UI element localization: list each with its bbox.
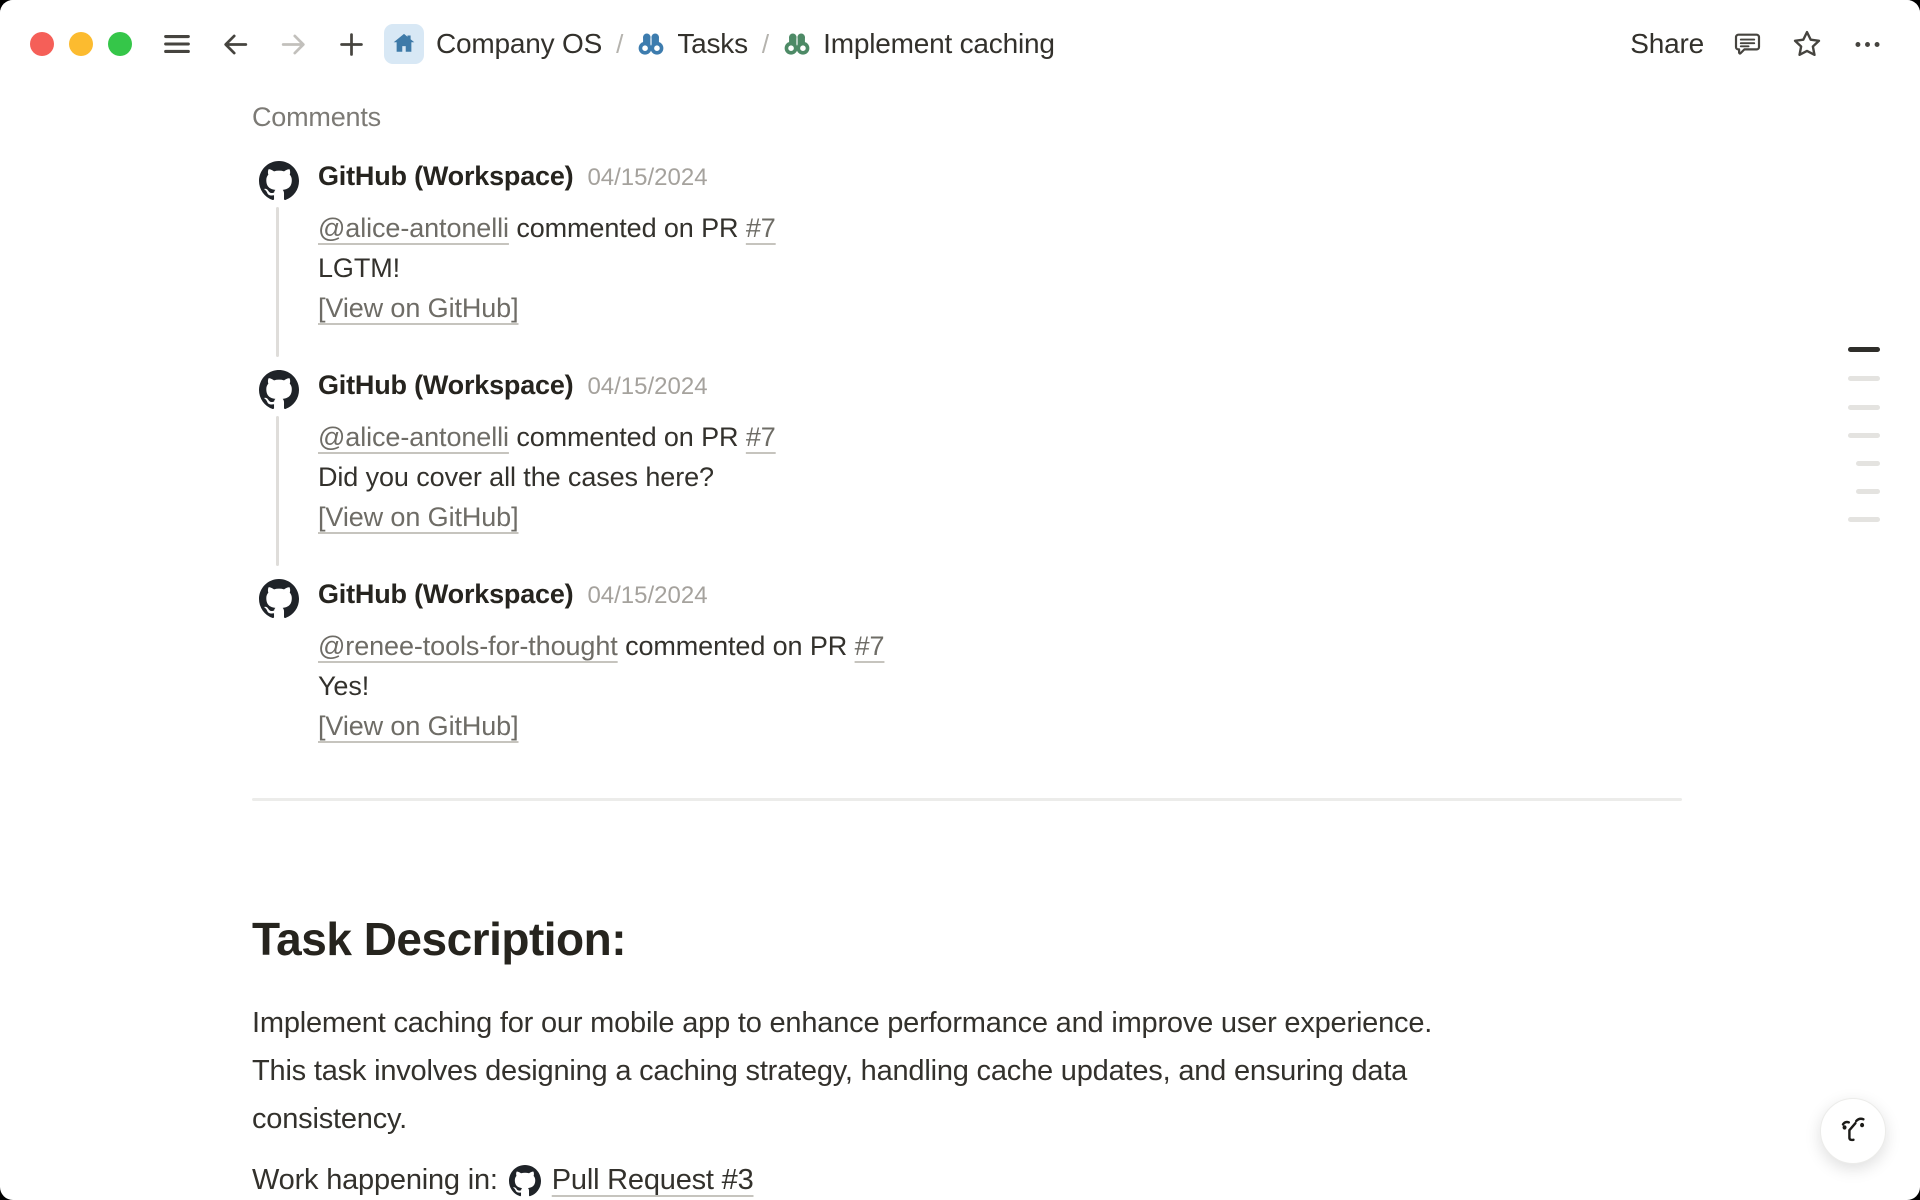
comments-section-label: Comments <box>252 102 381 132</box>
new-page-button[interactable] <box>334 27 368 61</box>
mention-link[interactable]: @alice-antonelli <box>318 213 509 243</box>
traffic-light-zoom[interactable] <box>108 32 132 56</box>
arrow-right-icon <box>278 29 309 60</box>
comment-message: Did you cover all the cases here? <box>318 462 714 492</box>
view-on-github-link[interactable]: [View on GitHub] <box>318 293 519 323</box>
work-happening-label: Work happening in: <box>252 1164 498 1196</box>
back-button[interactable] <box>218 27 252 61</box>
work-happening-line <box>252 1159 1682 1200</box>
window-controls <box>30 32 132 56</box>
mention-link[interactable]: @renee-tools-for-thought <box>318 631 618 661</box>
hamburger-icon <box>161 28 193 60</box>
paragraph-line: This task involves designing a caching strategy, handling cache updates, and ensuring data <box>252 1055 1408 1087</box>
comment-header-line: @alice-antonelli commented on PR #7 <box>318 213 776 243</box>
task-description-paragraph <box>252 999 1682 1143</box>
comment-item <box>252 579 1682 746</box>
binoculars-icon <box>637 30 665 58</box>
github-icon <box>509 1165 541 1197</box>
forward-button[interactable] <box>276 27 310 61</box>
github-avatar-icon <box>259 161 299 201</box>
more-button[interactable] <box>1850 27 1884 61</box>
breadcrumb-label: Company OS <box>436 28 603 59</box>
sidebar-toggle-button[interactable] <box>160 27 194 61</box>
comments-button[interactable] <box>1730 27 1764 61</box>
breadcrumb-separator: / <box>616 28 624 59</box>
plus-icon <box>336 29 367 60</box>
favorite-button[interactable] <box>1790 27 1824 61</box>
task-description-heading: Task Description: <box>252 913 627 965</box>
outline-bar[interactable] <box>1848 405 1880 410</box>
github-avatar-icon <box>259 370 299 410</box>
paragraph-line: Implement caching for our mobile app to enhance performance and improve user experience. <box>252 1007 1433 1039</box>
comment-date: 04/15/2024 <box>587 373 708 400</box>
pr-link[interactable]: #7 <box>745 422 776 452</box>
comment-bubble-icon <box>1732 29 1763 60</box>
page-content <box>252 88 1682 1200</box>
breadcrumb-separator: / <box>761 28 770 59</box>
outline-bar[interactable] <box>1848 517 1880 522</box>
breadcrumb-item-tasks[interactable] <box>637 28 748 60</box>
outline-bar[interactable] <box>1848 347 1880 352</box>
outline-bar[interactable] <box>1856 461 1880 466</box>
outline-bar[interactable] <box>1848 376 1880 381</box>
breadcrumb-item-implement-caching[interactable] <box>783 28 1055 60</box>
ellipsis-icon <box>1852 29 1883 60</box>
outline-bar[interactable] <box>1856 489 1880 494</box>
view-on-github-link[interactable]: [View on GitHub] <box>318 502 519 532</box>
mention-link[interactable]: @alice-antonelli <box>318 422 509 452</box>
github-avatar-icon <box>259 579 299 619</box>
traffic-light-minimize[interactable] <box>69 32 93 56</box>
home-icon <box>384 24 424 64</box>
comment-message: LGTM! <box>318 253 401 283</box>
outline-bar[interactable] <box>1848 433 1880 438</box>
breadcrumb-item-company-os[interactable] <box>384 24 602 64</box>
comment-item <box>252 370 1682 537</box>
arrow-left-icon <box>220 29 251 60</box>
notion-ai-face-icon <box>1834 1112 1872 1150</box>
topbar-actions <box>1630 27 1920 61</box>
breadcrumb-label: Tasks <box>677 28 748 59</box>
pull-request-link[interactable]: Pull Request #3 <box>551 1164 754 1196</box>
pr-link[interactable]: #7 <box>745 213 776 243</box>
pr-link[interactable]: #7 <box>854 631 885 661</box>
comment-date: 04/15/2024 <box>587 582 708 609</box>
breadcrumb-label: Implement caching <box>823 28 1055 59</box>
notion-ai-button[interactable] <box>1820 1098 1886 1164</box>
share-button[interactable]: Share <box>1630 28 1704 59</box>
comment-header-line: @alice-antonelli commented on PR #7 <box>318 422 776 452</box>
comment-author: GitHub (Workspace) <box>318 579 574 609</box>
binoculars-icon <box>783 30 811 58</box>
star-icon <box>1791 28 1823 60</box>
comment-message: Yes! <box>318 671 370 701</box>
traffic-light-close[interactable] <box>30 32 54 56</box>
comment-header-line: @renee-tools-for-thought commented on PR #7 <box>318 631 885 661</box>
nav-controls <box>160 27 368 61</box>
paragraph-line: consistency. <box>252 1103 408 1135</box>
comment-date: 04/15/2024 <box>587 164 708 191</box>
comment-author: GitHub (Workspace) <box>318 370 574 400</box>
comment-item <box>252 161 1682 328</box>
view-on-github-link[interactable]: [View on GitHub] <box>318 711 519 741</box>
section-divider <box>252 798 1682 801</box>
topbar <box>0 0 1920 88</box>
comment-author: GitHub (Workspace) <box>318 161 574 191</box>
breadcrumb <box>384 24 1055 64</box>
